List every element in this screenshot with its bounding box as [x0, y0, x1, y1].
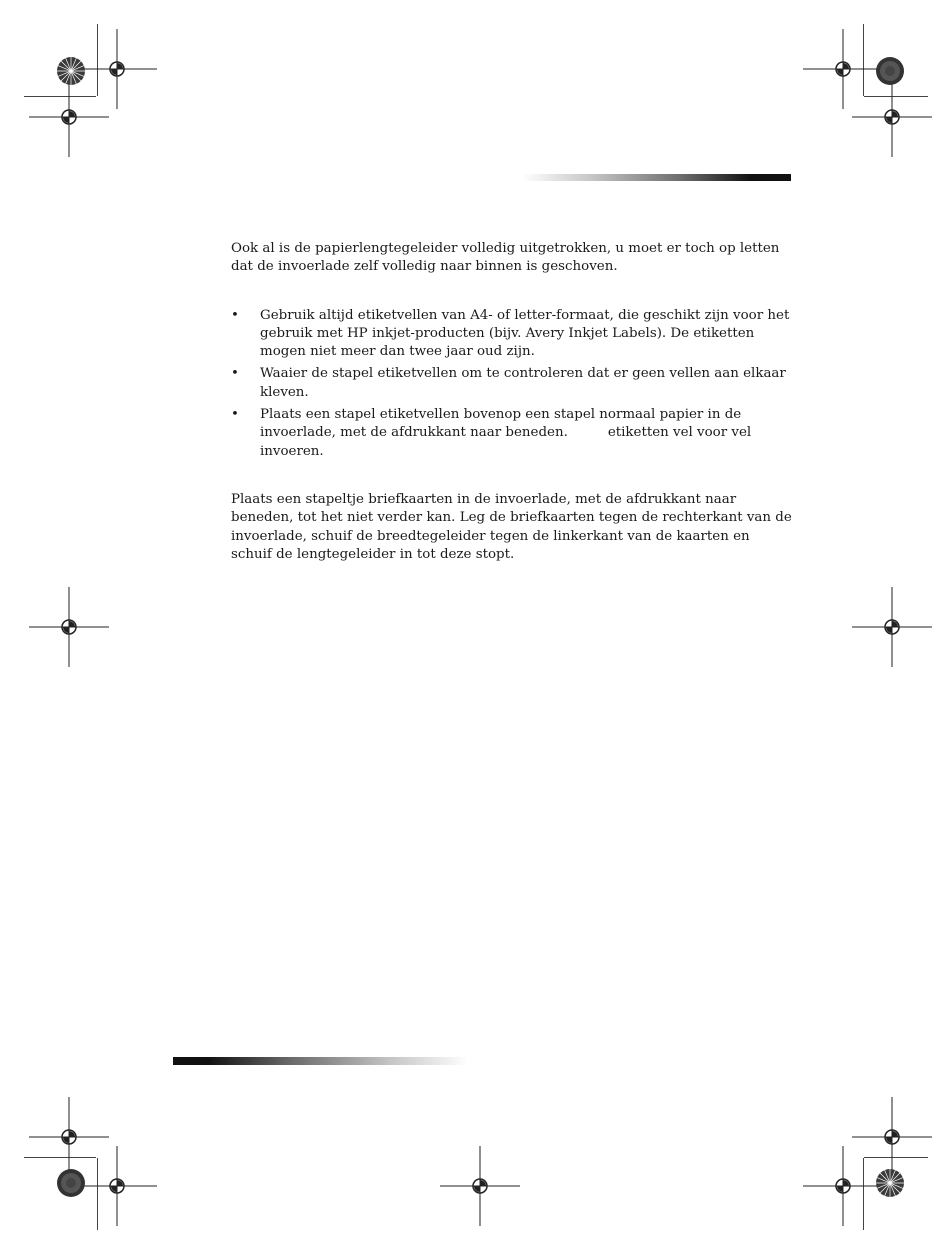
registration-mark-icon	[852, 587, 932, 667]
registration-mark-icon	[440, 1146, 520, 1226]
header-gradient-bar	[522, 174, 791, 181]
rosette-icon	[875, 56, 905, 86]
list-item-text: Waaier de stapel etiketvellen om te controleren dat er geen vellen aan elkaar kleven.	[260, 366, 786, 400]
list-item	[231, 307, 793, 362]
bullet-marker: •	[231, 407, 239, 423]
registration-mark-icon	[803, 1146, 883, 1226]
list-item-text-continued: etiketten vel voor vel invoeren.	[260, 425, 752, 459]
rosette-icon	[56, 56, 86, 86]
list-item	[231, 365, 793, 402]
registration-mark-icon	[77, 1146, 157, 1226]
bullet-marker: •	[231, 366, 239, 382]
document-body	[231, 240, 793, 564]
list-item-text: Gebruik altijd etiketvellen van A4- of letter-formaat, die geschikt zijn voor het gebruik met HP inkjet-producten (bijv. Avery Inkjet Labels). De etiketten mogen niet meer dan twee jaar oud zijn.	[260, 307, 790, 360]
label-instructions-list	[231, 307, 793, 461]
registration-mark-icon	[29, 587, 109, 667]
rosette-icon	[875, 1168, 905, 1198]
bullet-marker: •	[231, 307, 239, 323]
registration-mark-icon	[852, 77, 932, 157]
list-item-text: Plaats een stapel etiketvellen bovenop een stapel normaal papier in de invoerlade, met de afdrukkant naar beneden.	[260, 407, 742, 441]
footer-gradient-bar	[173, 1057, 468, 1065]
list-item	[231, 406, 793, 461]
paragraph-postcards: Plaats een stapeltje briefkaarten in de invoerlade, met de afdrukkant naar beneden, tot het niet verder kan. Leg de briefkaarten tegen de rechterkant van de invoerlade, schuif de breedtegeleider tegen de linkerkant van de kaarten en schuif de lengtegeleider in tot deze stopt.	[231, 491, 792, 562]
rosette-icon	[56, 1168, 86, 1198]
registration-mark-icon	[29, 77, 109, 157]
paragraph-paper-guide: Ook al is de papierlengtegeleider volledig uitgetrokken, u moet er toch op letten dat de invoerlade zelf volledig naar binnen is geschoven.	[231, 241, 780, 275]
